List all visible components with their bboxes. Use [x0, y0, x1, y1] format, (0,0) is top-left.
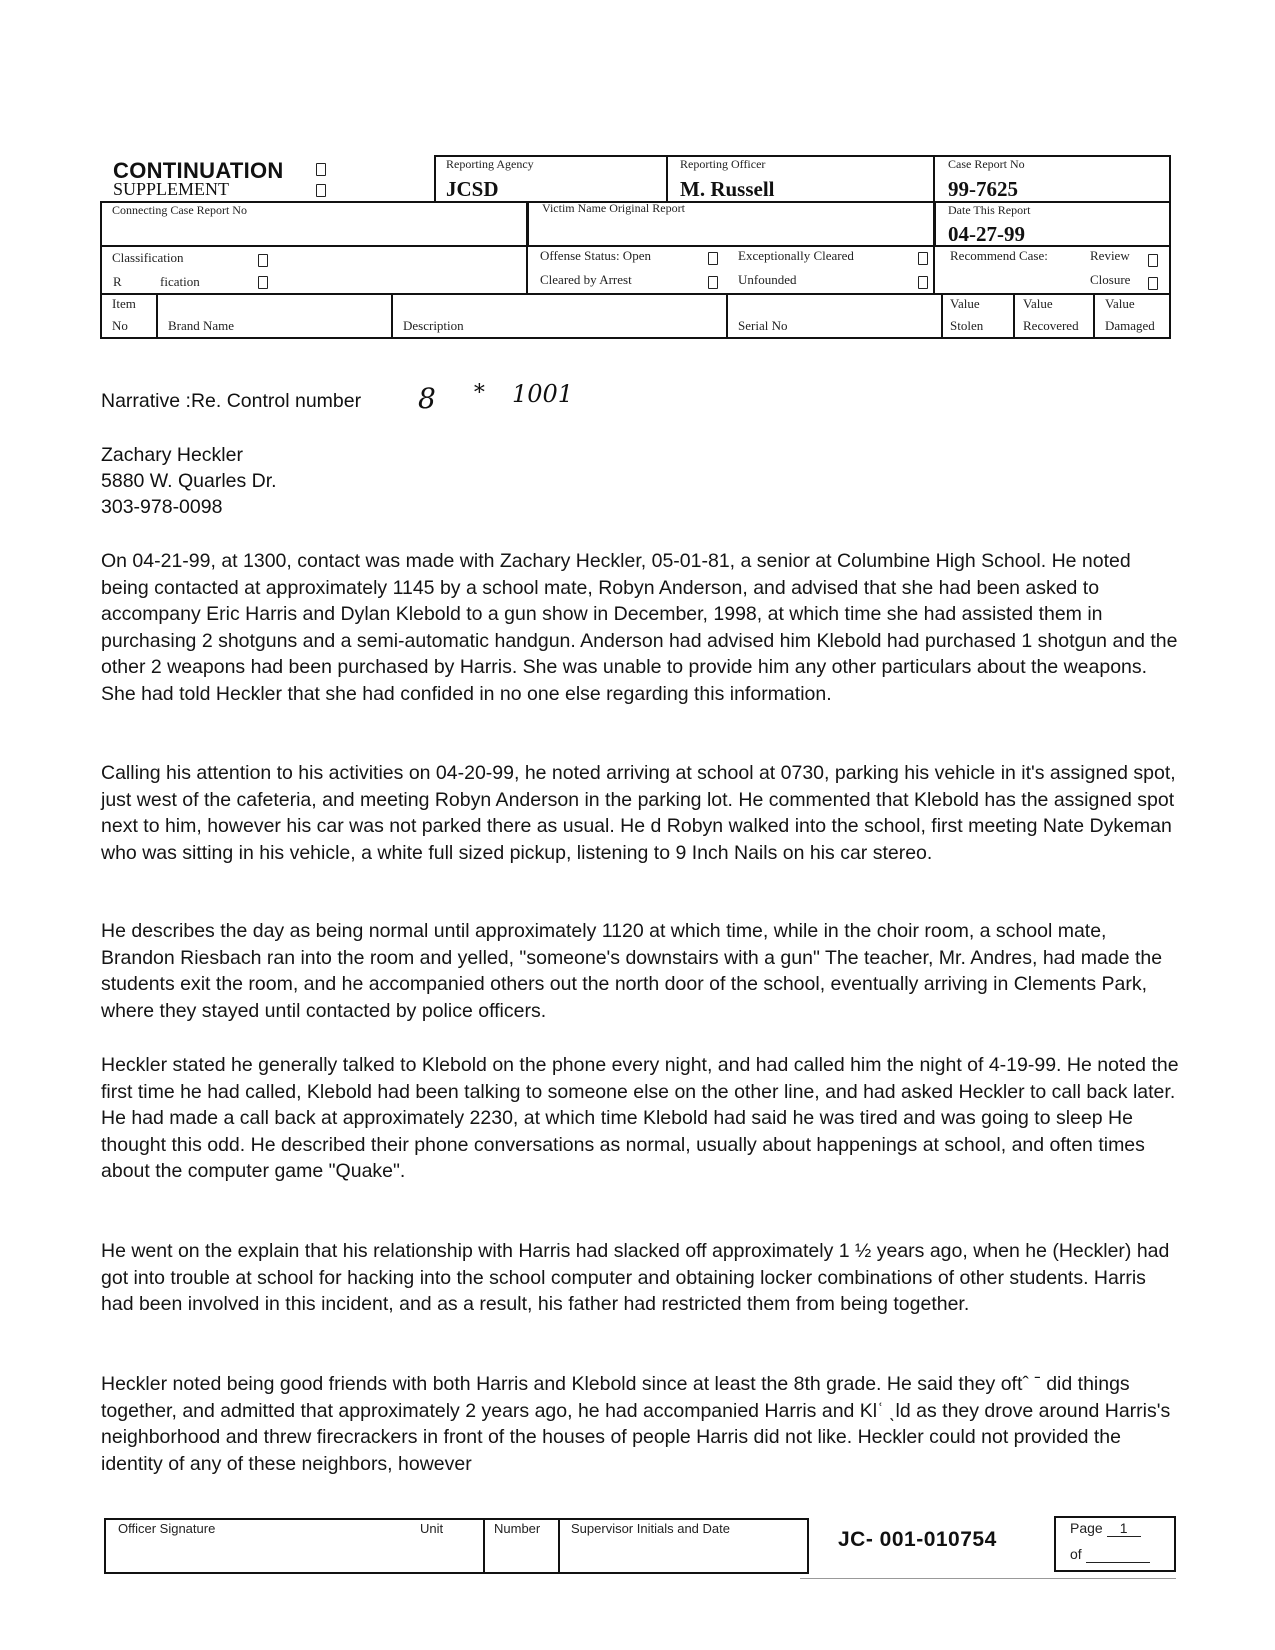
paragraph-text: Calling his attention to his activities on 04-20-99, he noted arriving at school at 0730, parking his vehicle in it's assigned spot, just west of the cafeteria, and meeting Robyn Anderson in the parking lot. He commented that Klebold has the assigned spot next to him, however his car was not parked there as usual. He d Robyn walked into the school, first meeting Nate Dykeman who was sitting in his vehicle, a white full sized pickup, listening to 9 Inch Nails on his car stereo. — [101, 762, 1176, 864]
document-id: JC- 001-010754 — [838, 1528, 997, 1551]
brand-name-column-header: Brand Name — [168, 318, 235, 333]
narrative-paragraph — [101, 918, 1181, 1024]
exceptionally-cleared-label: Exceptionally Cleared — [738, 248, 854, 263]
narrative-paragraph — [101, 548, 1181, 707]
handwritten-control-number-8: 8 — [418, 382, 436, 415]
supplement-checkbox[interactable] — [316, 184, 326, 197]
connecting-case-label: Connecting Case Report No — [112, 203, 247, 217]
item-no-label-bottom: No — [112, 318, 128, 333]
subject-phone: 303-978-0098 — [101, 496, 223, 518]
reclassification-label-r: R — [113, 274, 122, 289]
handwritten-control-number-1001: 1001 — [512, 380, 574, 408]
reclassification-label: fication — [160, 274, 200, 289]
subject-address: 5880 W. Quarles Dr. — [101, 470, 277, 492]
case-report-no-value: 99-7625 — [948, 177, 1018, 201]
classification-checkbox[interactable] — [258, 254, 268, 267]
of-label-text: of — [1070, 1546, 1082, 1562]
value-recovered-header-top: Value — [1023, 296, 1053, 311]
footer-fine-print-rule — [800, 1578, 1176, 1579]
review-label: Review — [1090, 248, 1130, 263]
classification-label: Classification — [112, 250, 184, 265]
narrative-paragraph — [101, 1371, 1181, 1477]
serial-no-column-header: Serial No — [738, 318, 788, 333]
officer-signature-label: Officer Signature — [118, 1521, 216, 1536]
reclassification-checkbox[interactable] — [258, 276, 268, 289]
victim-name-label: Victim Name Original Report — [542, 201, 685, 215]
recommend-case-label: Recommend Case: — [950, 248, 1048, 263]
review-checkbox[interactable] — [1148, 254, 1158, 267]
offense-status-open-label: Offense Status: Open — [540, 248, 651, 263]
paragraph-text: Heckler stated he generally talked to Klebold on the phone every night, and had called him the night of 4-19-99. He noted the first time he had called, Klebold had been talking to someone else on the other line, and had asked Heckler to call back later. He had made a call back at approximately 2230, at which time Klebold had said he was tired and was going to sleep He thought this odd. He described their phone conversations as normal, usually about happenings at school, and often times about the computer game "Quake". — [101, 1054, 1179, 1182]
value-stolen-header-bottom: Stolen — [950, 318, 984, 333]
value-damaged-header-bottom: Damaged — [1105, 318, 1155, 333]
supervisor-initials-label: Supervisor Initials and Date — [571, 1521, 730, 1536]
value-recovered-header-bottom: Recovered — [1023, 318, 1079, 333]
reporting-agency-label: Reporting Agency — [446, 157, 534, 171]
reporting-officer-value: M. Russell — [680, 177, 775, 201]
cleared-by-arrest-checkbox[interactable] — [708, 276, 718, 289]
item-no-label-top: Item — [112, 296, 136, 311]
unfounded-label: Unfounded — [738, 272, 797, 287]
page-of-label — [1070, 1546, 1150, 1563]
subject-name: Zachary Heckler — [101, 444, 243, 466]
value-damaged-header-top: Value — [1105, 296, 1135, 311]
closure-checkbox[interactable] — [1148, 277, 1158, 290]
reporting-agency-value: JCSD — [446, 177, 499, 201]
page-label-text: Page — [1070, 1520, 1103, 1536]
cleared-by-arrest-label: Cleared by Arrest — [540, 272, 632, 287]
page-total-blank — [1086, 1546, 1150, 1563]
reporting-officer-label: Reporting Officer — [680, 157, 766, 171]
date-this-report-value: 04-27-99 — [948, 222, 1025, 246]
paragraph-text: He describes the day as being normal until approximately 1120 at which time, while in the choir room, a school mate, Brandon Riesbach ran into the room and yelled, "someone's downstairs with a gun" The teacher, Mr. Andres, had made the students exit the room, and he accompanied others out the north door of the school, eventually arriving in Clements Park, where they stayed until contacted by police officers. — [101, 920, 1163, 1022]
narrative-paragraph — [101, 1238, 1181, 1318]
paragraph-text: Heckler noted being good friends with both Harris and Klebold since at least the 8th grade. He said they oftˆ ˉ did things together, and admitted that approximately 2 years ago, he had accompanied Harris and Klʿ ˎld as they drove around Harris's neighborhood and threw firecrackers in front of the houses of people Harris did not like. Heckler could not provided the identity of any of these neighbors, however — [101, 1373, 1171, 1475]
narrative-heading: Narrative :Re. Control number — [101, 390, 362, 412]
date-this-report-label: Date This Report — [948, 203, 1031, 217]
description-column-header: Description — [403, 318, 464, 333]
case-report-no-label: Case Report No — [948, 157, 1025, 171]
narrative-paragraph — [101, 760, 1181, 866]
row1-box — [434, 155, 1171, 203]
item-table-header — [100, 293, 1171, 339]
unit-label: Unit — [420, 1521, 444, 1536]
page-label — [1070, 1520, 1141, 1537]
closure-label: Closure — [1090, 272, 1131, 287]
form-title-supplement: SUPPLEMENT — [113, 179, 230, 199]
offense-status-open-checkbox[interactable] — [708, 252, 718, 265]
exceptionally-cleared-checkbox[interactable] — [918, 252, 928, 265]
paragraph-text: On 04-21-99, at 1300, contact was made with Zachary Heckler, 05-01-81, a senior at Columbine High School. He noted being contacted at approximately 1145 by a school mate, Robyn Anderson, and advised that she had been asked to accompany Eric Harris and Dylan Klebold to a gun show in December, 1998, at which time she had assisted them in purchasing 2 shotguns and a semi-automatic handgun. Anderson had advised him Klebold had purchased 1 shotgun and the other 2 weapons had been purchased by Harris. She was unable to provide him any other particulars about the weapons. She had told Heckler that she had confided in no one else regarding this information. — [101, 550, 1178, 705]
paragraph-text: He went on the explain that his relationship with Harris had slacked off approximately 1 ½ years ago, when he (Heckler) had got into trouble at school for hacking into the school computer and obtaining locker combinations of other students. Harris had been involved in this incident, and as a result, his father had restricted them from being together. — [101, 1240, 1170, 1315]
number-label: Number — [494, 1521, 541, 1536]
page-number: 1 — [1107, 1520, 1141, 1537]
value-stolen-header-top: Value — [950, 296, 980, 311]
narrative-paragraph — [101, 1052, 1181, 1185]
unfounded-checkbox[interactable] — [918, 276, 928, 289]
continuation-checkbox[interactable] — [316, 163, 326, 176]
form-title-continuation: CONTINUATION — [113, 158, 284, 183]
handwritten-control-number-mark: ∗ — [472, 376, 487, 401]
